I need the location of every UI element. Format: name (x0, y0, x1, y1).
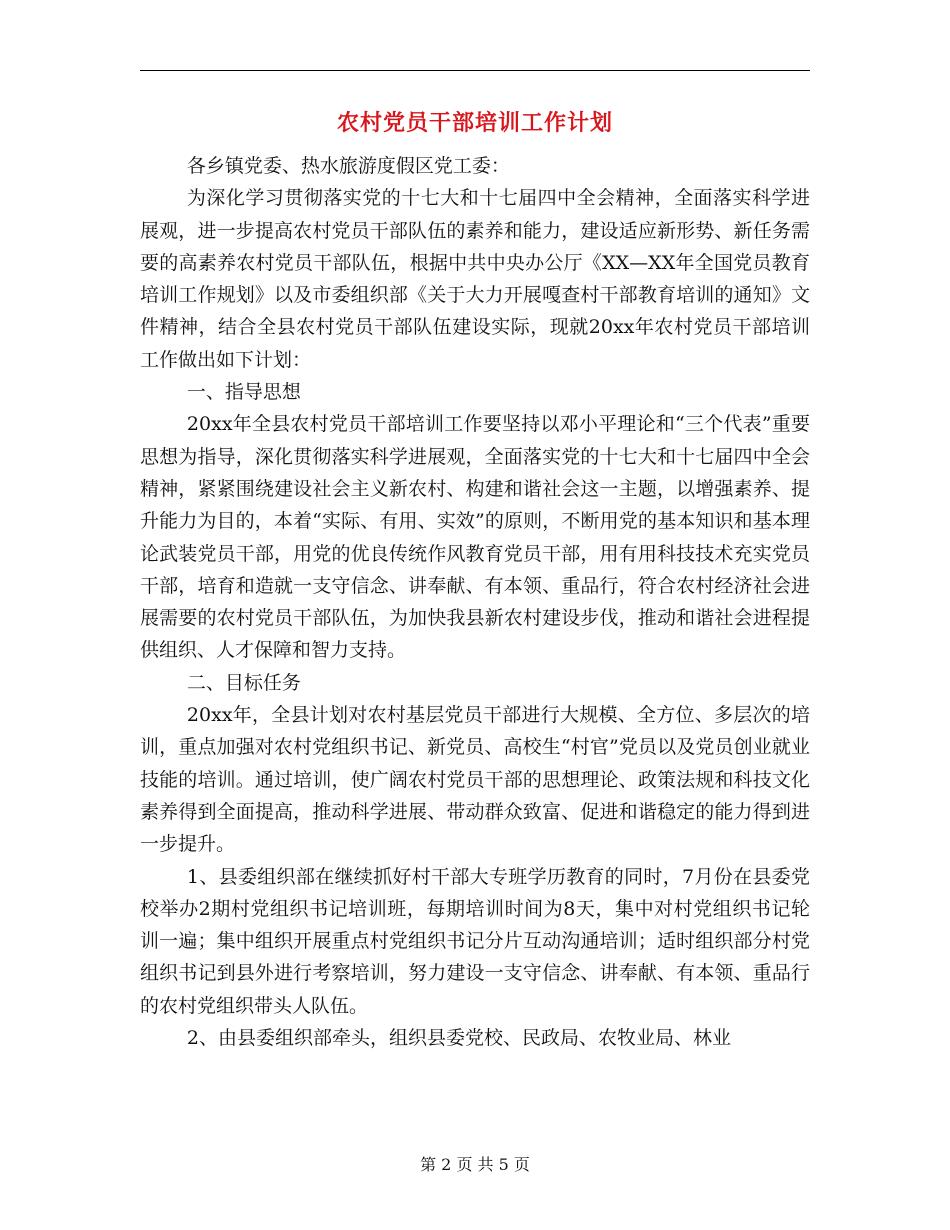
page-footer (0, 1153, 950, 1177)
document-body (140, 150, 810, 1054)
document-title: 农村党员干部培训工作计划 (336, 110, 613, 136)
item-1-paragraph: 1、县委组织部在继续抓好村干部大专班学历教育的同时，7月份在县委党校举办2期村党组织书记培训班，每期培训时间为8天，集中对村党组织书记轮训一遍；集中组织开展重点村党组织书记分片互动沟通培训；适时组织部分村党组织书记到县外进行考察培训，努力建设一支守信念、讲奉献、有本领、重品行的农村党组织带头人队伍。 (140, 865, 810, 1017)
targets-paragraph: 20xx年，全县计划对农村基层党员干部进行大规模、全方位、多层次的培训，重点加强对农村党组织书记、新党员、高校生“村官”党员以及党员创业就业技能的培训。通过培训，使广阔农村党员干部的思想理论、政策法规和科技文化素养得到全面提高，推动科学进展、带动群众致富、促进和谐稳定的能力得到进一步提升。 (140, 704, 810, 856)
item-2-paragraph: 2、由县委组织部牵头，组织县委党校、民政局、农牧业局、林业 (186, 1027, 732, 1050)
guiding-thought-paragraph: 20xx年全县农村党员干部培训工作要坚持以邓小平理论和“三个代表”重要思想为指导，深化贯彻落实科学进展观，全面落实党的十七大和十七届四中全会精神，紧紧围绕建设社会主义新农村、构建和谐社会这一主题，以增强素养、提升能力为目的，本着“实际、有用、实效”的原则，不断用党的基本知识和基本理论武装党员干部，用党的优良传统作风教育党员干部，用有用科技技术充实党员干部，培育和造就一支守信念、讲奉献、有本领、重品行，符合农村经济社会进展需要的农村党员干部队伍，为加快我县新农村建设步伐，推动和谐社会进程提供组织、人才保障和智力支持。 (140, 413, 810, 662)
section-heading-guiding-thought: 一、指导思想 (186, 381, 301, 404)
salutation-paragraph: 各乡镇党委、热水旅游度假区党工委： (186, 155, 510, 177)
intro-paragraph: 为深化学习贯彻落实党的十七大和十七届四中全会精神，全面落实科学进展观，进一步提高农村党员干部队伍的素养和能力，建设适应新形势、新任务需要的高素养农村党员干部队伍，根据中共中央办公厅《XX—XX年全国党员教育培训工作规划》以及市委组织部《关于大力开展嘎查村干部教育培训的通知》文件精神，结合全县农村党员干部队伍建设实际，现就20xx年农村党员干部培训工作做出如下计划： (140, 187, 810, 371)
section-heading-targets: 二、目标任务 (186, 671, 301, 694)
header-rule (140, 70, 810, 71)
page-number-label: 第 2 页 共 5 页 (420, 1155, 530, 1174)
